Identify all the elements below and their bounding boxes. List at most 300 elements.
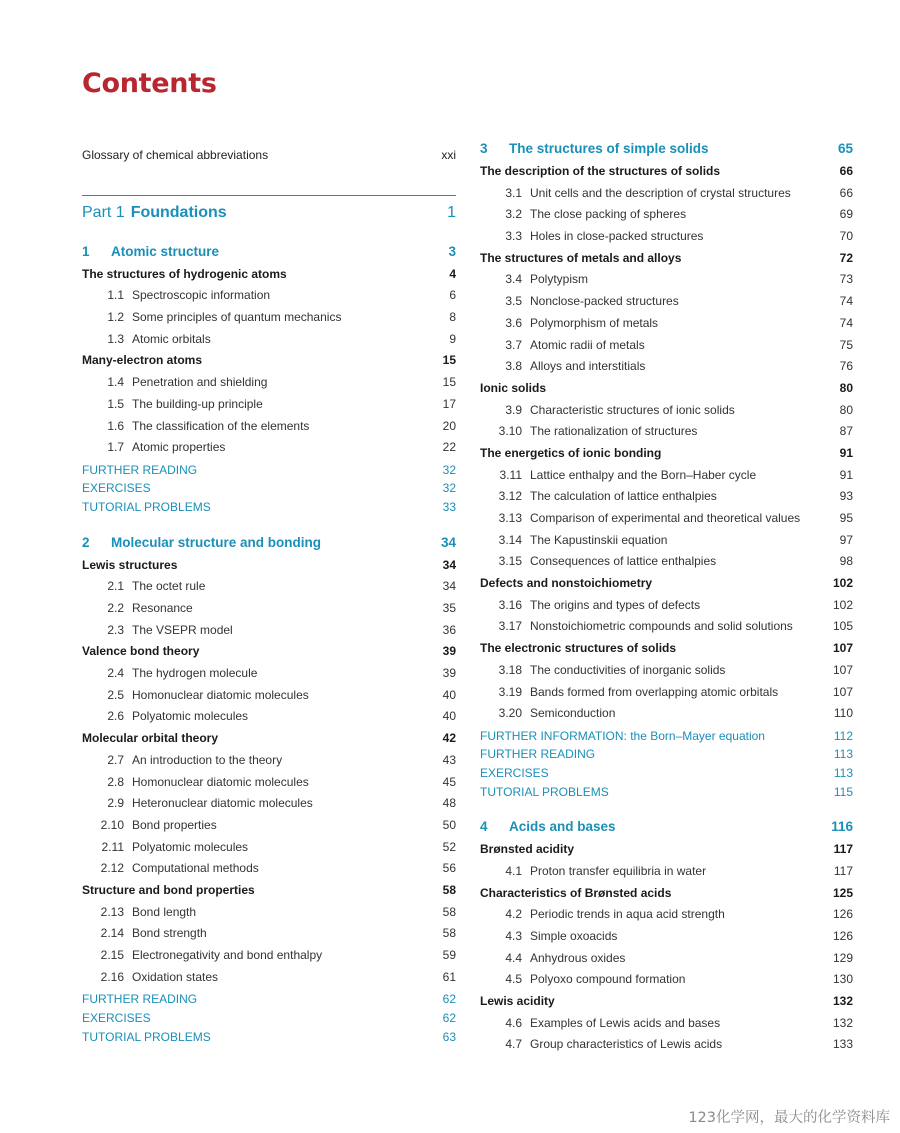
toc-entry[interactable]	[480, 926, 853, 948]
chapter-number: 4	[480, 819, 488, 835]
chapter-number: 3	[480, 141, 488, 156]
entry-title: Penetration and shielding	[132, 375, 268, 390]
part-page: 1	[447, 203, 456, 221]
back-matter-page: 32	[442, 462, 456, 477]
entry-number: 3.5	[505, 294, 522, 309]
back-matter-page: 62	[442, 1011, 456, 1025]
toc-entry[interactable]	[82, 329, 456, 351]
toc-entry[interactable]	[480, 291, 853, 313]
entry-title: The rationalization of structures	[530, 424, 698, 439]
back-matter-link[interactable]	[82, 1009, 456, 1028]
back-matter-label: EXERCISES	[82, 481, 151, 496]
back-matter-link[interactable]	[82, 1028, 456, 1047]
section-title: Molecular orbital theory	[82, 731, 219, 746]
toc-entry[interactable]	[82, 858, 456, 880]
chapter-title: Molecular structure and bonding	[111, 534, 322, 550]
back-matter-page: 112	[833, 728, 853, 743]
back-matter-link[interactable]	[82, 479, 456, 498]
toc-entry[interactable]	[82, 837, 456, 859]
section-title: Lewis acidity	[480, 994, 555, 1009]
entry-title: An introduction to the theory	[132, 752, 283, 767]
entry-number: 1.4	[107, 375, 124, 390]
section-heading[interactable]	[82, 555, 456, 577]
back-matter-link[interactable]	[480, 727, 853, 746]
toc-entry[interactable]	[480, 948, 853, 970]
entry-number: 3.19	[498, 684, 522, 699]
entry-title: Anhydrous oxides	[530, 950, 626, 965]
entry-title: Unit cells and the description of crystal structures	[530, 185, 791, 200]
entry-page: 61	[442, 969, 456, 984]
section-page: 91	[839, 445, 853, 460]
entry-number: 3.13	[498, 511, 522, 525]
entry-title: Atomic radii of metals	[530, 337, 645, 352]
entry-title: The calculation of lattice enthalpies	[530, 489, 717, 504]
entry-number: 3.6	[505, 315, 522, 330]
entry-title: Group characteristics of Lewis acids	[530, 1037, 723, 1052]
entry-title: Atomic orbitals	[132, 331, 211, 346]
toc-entry[interactable]	[480, 551, 853, 573]
toc-entry[interactable]	[82, 772, 456, 794]
entry-number: 2.11	[101, 839, 124, 854]
entry-number: 2.6	[107, 709, 124, 724]
section-page: 4	[449, 266, 456, 281]
toc-entry[interactable]	[82, 416, 456, 438]
back-matter-link[interactable]	[480, 783, 853, 802]
entry-number: 4.2	[505, 907, 522, 922]
entry-number: 2.12	[100, 861, 124, 876]
section-heading[interactable]	[480, 839, 853, 861]
entry-page: 6	[449, 288, 456, 303]
section-heading[interactable]	[480, 883, 853, 905]
chapter-title: Atomic structure	[111, 243, 220, 259]
entry-page: 40	[442, 709, 456, 724]
toc-entry[interactable]	[480, 682, 853, 704]
entry-page: 39	[442, 666, 456, 681]
entry-page: 129	[832, 950, 853, 965]
section-page: 132	[832, 994, 853, 1009]
chapter-heading[interactable]	[82, 531, 456, 555]
entry-page: 48	[442, 796, 456, 811]
chapter-page: 34	[440, 534, 456, 550]
page-title: Contents	[82, 68, 217, 99]
back-matter-link[interactable]	[480, 764, 853, 783]
entry-number: 3.18	[498, 662, 522, 677]
back-matter-label: TUTORIAL PROBLEMS	[480, 784, 609, 799]
entry-title: Consequences of lattice enthalpies	[530, 554, 717, 569]
entry-page: 58	[442, 926, 456, 941]
back-matter-label: EXERCISES	[480, 766, 549, 781]
section-heading[interactable]	[82, 264, 456, 286]
entry-page: 107	[832, 662, 853, 677]
entry-title: Proton transfer equilibria in water	[530, 863, 707, 878]
entry-page: 132	[832, 1015, 853, 1030]
toc-entry[interactable]	[480, 1034, 853, 1056]
section-title: Lewis structures	[82, 557, 178, 572]
section-title: Defects and nonstoichiometry	[480, 576, 653, 591]
section-heading[interactable]	[82, 350, 456, 372]
section-title: Valence bond theory	[82, 644, 200, 659]
entry-title: Polymorphism of metals	[530, 315, 659, 330]
entry-page: 70	[839, 229, 853, 244]
entry-title: The VSEPR model	[132, 622, 233, 637]
entry-title: The hydrogen molecule	[132, 666, 258, 681]
entry-page: 91	[839, 467, 853, 482]
back-matter-page: 32	[442, 481, 456, 496]
chapter-title: Acids and bases	[509, 819, 616, 835]
section-heading[interactable]	[480, 443, 853, 465]
back-matter-page: 33	[442, 500, 456, 515]
entry-number: 4.3	[505, 929, 522, 943]
toc-entry[interactable]	[480, 703, 853, 725]
entry-page: 66	[839, 185, 853, 200]
entry-number: 1.5	[107, 396, 124, 411]
toc-entry[interactable]	[82, 285, 456, 307]
entry-page: 75	[839, 337, 853, 352]
section-page: 15	[442, 353, 456, 368]
entry-number: 2.5	[107, 687, 124, 702]
entry-page: 126	[832, 907, 853, 922]
back-matter-label: EXERCISES	[82, 1011, 151, 1025]
entry-title: Alloys and interstitials	[530, 359, 646, 374]
section-title: Many-electron atoms	[82, 353, 203, 368]
entry-number: 4.1	[505, 863, 522, 878]
entry-title: Homonuclear diatomic molecules	[132, 774, 309, 789]
chapter-block	[480, 137, 853, 801]
toc-entry[interactable]	[82, 706, 456, 728]
toc-entry[interactable]	[480, 421, 853, 443]
entry-page: 98	[839, 554, 853, 569]
section-title: The description of the structures of solids	[480, 164, 721, 178]
section-title: Brønsted acidity	[480, 842, 575, 857]
section-heading[interactable]	[480, 161, 853, 183]
entry-page: 80	[839, 402, 853, 417]
toc-entry[interactable]	[480, 530, 853, 552]
entry-number: 3.7	[505, 337, 522, 352]
entry-title: The classification of the elements	[132, 418, 310, 433]
toc-entry[interactable]	[480, 356, 853, 378]
entry-number: 1.1	[107, 288, 124, 303]
section-page: 107	[832, 641, 853, 656]
entry-title: The origins and types of defects	[530, 597, 701, 612]
entry-title: Computational methods	[132, 861, 259, 876]
entry-page: 45	[442, 774, 456, 789]
contents-left-column	[82, 145, 456, 1046]
entry-number: 4.5	[505, 972, 522, 987]
entry-page: 93	[839, 489, 853, 504]
back-matter-page: 62	[442, 992, 456, 1007]
back-matter-link[interactable]	[82, 498, 456, 517]
entry-title: Holes in close-packed structures	[530, 229, 704, 244]
entry-title: Examples of Lewis acids and bases	[530, 1015, 721, 1030]
toc-entry[interactable]	[480, 904, 853, 926]
toc-entry[interactable]	[480, 313, 853, 335]
section-heading[interactable]	[480, 573, 853, 595]
toc-entry[interactable]	[480, 508, 853, 530]
toc-entry[interactable]	[480, 861, 853, 883]
part-heading[interactable]	[82, 195, 456, 228]
back-matter-label: TUTORIAL PROBLEMS	[82, 1029, 211, 1044]
section-title: Characteristics of Brønsted acids	[480, 885, 672, 900]
entry-page: 20	[442, 418, 456, 433]
toc-entry[interactable]	[480, 335, 853, 357]
entry-title: Spectroscopic information	[132, 288, 271, 303]
part-prefix: Part 1	[82, 203, 125, 221]
entry-page: 107	[832, 684, 853, 699]
entry-title: Electronegativity and bond enthalpy	[132, 948, 323, 963]
entry-number: 2.13	[100, 904, 124, 919]
entry-number: 3.20	[498, 706, 522, 721]
toc-entry[interactable]	[82, 815, 456, 837]
toc-entry[interactable]	[480, 204, 853, 226]
entry-title: Some principles of quantum mechanics	[132, 310, 342, 325]
toc-entry[interactable]	[480, 400, 853, 422]
entry-page: 133	[832, 1037, 853, 1052]
entry-number: 1.2	[107, 310, 124, 325]
entry-title: Bond length	[132, 904, 197, 919]
chapter-block	[480, 815, 853, 1056]
entry-title: The Kapustinskii equation	[530, 532, 668, 547]
entry-page: 74	[839, 315, 853, 330]
section-page: 117	[833, 842, 853, 857]
entry-title: Polytypism	[530, 272, 589, 287]
entry-title: Nonstoichiometric compounds and solid solutions	[530, 619, 793, 634]
section-page: 102	[832, 576, 853, 591]
entry-number: 3.8	[505, 359, 522, 374]
back-matter-link[interactable]	[82, 990, 456, 1009]
entry-number: 2.16	[100, 969, 124, 984]
section-title: The structures of hydrogenic atoms	[82, 266, 287, 281]
chapter-page: 3	[448, 243, 456, 259]
chapter-page: 116	[831, 819, 853, 835]
toc-entry[interactable]	[82, 437, 456, 459]
entry-number: 2.2	[107, 601, 124, 616]
entry-number: 2.9	[107, 796, 124, 811]
entry-page: 56	[442, 861, 456, 876]
watermark: 123化学网，最大的化学资料库	[688, 1110, 890, 1126]
entry-number: 4.7	[505, 1037, 522, 1052]
toc-entry[interactable]	[82, 598, 456, 620]
toc-entry[interactable]	[82, 902, 456, 924]
toc-entry[interactable]	[480, 486, 853, 508]
entry-title: Heteronuclear diatomic molecules	[132, 796, 313, 811]
glossary-entry[interactable]	[82, 145, 456, 167]
entry-page: 58	[442, 904, 456, 919]
toc-entry[interactable]	[82, 372, 456, 394]
back-matter-page: 115	[833, 784, 853, 799]
section-title: The energetics of ionic bonding	[480, 445, 662, 460]
entry-page: 9	[449, 331, 456, 346]
chapter-number: 1	[82, 243, 90, 259]
entry-number: 3.16	[498, 597, 522, 612]
toc-entry[interactable]	[480, 183, 853, 205]
entry-title: Polyoxo compound formation	[530, 972, 686, 987]
toc-entry[interactable]	[82, 750, 456, 772]
entry-page: 97	[839, 532, 853, 547]
entry-number: 3.2	[505, 207, 522, 222]
entry-title: Atomic properties	[132, 440, 226, 455]
entry-number: 3.10	[498, 424, 522, 439]
entry-number: 3.3	[505, 229, 522, 244]
toc-entry[interactable]	[480, 660, 853, 682]
back-matter-label: FURTHER INFORMATION: the Born–Mayer equation	[480, 728, 765, 743]
toc-entry[interactable]	[480, 1013, 853, 1035]
entry-title: Lattice enthalpy and the Born–Haber cycle	[530, 467, 757, 482]
toc-entry[interactable]	[82, 967, 456, 989]
back-matter-page: 113	[833, 766, 853, 781]
chapter-title: The structures of simple solids	[509, 141, 709, 156]
entry-page: 43	[442, 752, 456, 767]
toc-entry[interactable]	[480, 969, 853, 991]
section-page: 39	[442, 644, 456, 659]
back-matter-label: FURTHER READING	[82, 462, 198, 477]
entry-number: 2.10	[100, 817, 124, 832]
entry-page: 52	[442, 839, 456, 854]
entry-page: 8	[449, 310, 456, 325]
entry-number: 2.1	[107, 579, 124, 594]
entry-number: 4.6	[505, 1015, 522, 1030]
entry-number: 3.14	[498, 532, 522, 547]
toc-entry[interactable]	[480, 226, 853, 248]
toc-entry[interactable]	[480, 269, 853, 291]
entry-title: Bands formed from overlapping atomic orbitals	[530, 684, 779, 699]
entry-number: 1.6	[107, 418, 124, 433]
glossary-label: Glossary of chemical abbreviations	[82, 148, 269, 162]
section-heading[interactable]	[480, 378, 853, 400]
back-matter-link[interactable]	[82, 461, 456, 480]
entry-page: 117	[833, 863, 853, 878]
chapter-heading[interactable]	[82, 240, 456, 264]
section-heading[interactable]	[82, 880, 456, 902]
entry-title: Characteristic structures of ionic solids	[530, 402, 735, 417]
section-title: The structures of metals and alloys	[480, 250, 682, 265]
entry-title: Homonuclear diatomic molecules	[132, 687, 309, 702]
chapter-number: 2	[82, 534, 90, 550]
section-page: 66	[839, 164, 853, 178]
entry-number: 3.15	[498, 554, 522, 569]
entry-page: 36	[442, 622, 456, 637]
toc-entry[interactable]	[480, 616, 853, 638]
entry-number: 3.17	[498, 619, 522, 634]
entry-title: The close packing of spheres	[530, 207, 687, 222]
back-matter-link[interactable]	[480, 745, 853, 764]
entry-number: 3.9	[505, 402, 522, 417]
entry-title: Simple oxoacids	[530, 929, 618, 943]
entry-page: 95	[839, 511, 853, 525]
section-heading[interactable]	[480, 248, 853, 270]
part-title: Foundations	[130, 203, 227, 221]
toc-entry[interactable]	[82, 945, 456, 967]
toc-entry[interactable]	[82, 394, 456, 416]
section-page: 58	[442, 882, 456, 897]
glossary-page: xxi	[441, 148, 456, 162]
entry-page: 110	[833, 706, 853, 721]
entry-number: 3.11	[499, 467, 522, 482]
section-page: 34	[442, 557, 456, 572]
back-matter-label: TUTORIAL PROBLEMS	[82, 500, 211, 515]
entry-title: Polyatomic molecules	[132, 709, 249, 724]
entry-page: 74	[839, 294, 853, 309]
toc-entry[interactable]	[82, 663, 456, 685]
section-page: 80	[839, 380, 853, 395]
entry-number: 1.3	[107, 331, 124, 346]
entry-page: 50	[442, 817, 456, 832]
entry-page: 126	[832, 929, 853, 943]
entry-page: 87	[839, 424, 853, 439]
toc-entry[interactable]	[82, 307, 456, 329]
toc-entry[interactable]	[82, 576, 456, 598]
chapter-block	[82, 240, 456, 517]
section-heading[interactable]	[82, 641, 456, 663]
contents-right-column	[480, 141, 853, 1056]
entry-title: Polyatomic molecules	[132, 839, 249, 854]
entry-page: 40	[442, 687, 456, 702]
entry-page: 15	[442, 375, 456, 390]
toc-entry[interactable]	[480, 595, 853, 617]
toc-entry[interactable]	[82, 793, 456, 815]
entry-number: 2.3	[107, 622, 124, 637]
back-matter-page: 113	[833, 747, 853, 762]
section-heading[interactable]	[82, 728, 456, 750]
entry-title: Bond strength	[132, 926, 207, 941]
section-heading[interactable]	[480, 991, 853, 1013]
entry-page: 69	[839, 207, 853, 222]
entry-title: Bond properties	[132, 817, 217, 832]
entry-page: 105	[832, 619, 853, 634]
entry-page: 22	[442, 440, 456, 455]
section-title: The electronic structures of solids	[480, 641, 677, 656]
entry-title: Nonclose-packed structures	[530, 294, 679, 309]
back-matter-page: 63	[442, 1029, 456, 1044]
section-page: 125	[832, 885, 853, 900]
back-matter-label: FURTHER READING	[82, 992, 198, 1007]
entry-number: 3.1	[505, 185, 522, 200]
entry-title: Periodic trends in aqua acid strength	[530, 907, 725, 922]
entry-number: 3.12	[498, 489, 522, 504]
entry-title: Semiconduction	[530, 706, 616, 721]
entry-page: 59	[442, 948, 456, 963]
entry-title: The octet rule	[132, 579, 206, 594]
entry-title: Comparison of experimental and theoretical values	[530, 511, 801, 525]
entry-page: 17	[442, 396, 456, 411]
entry-number: 2.7	[107, 752, 124, 767]
section-page: 72	[839, 250, 853, 265]
section-page: 42	[442, 731, 456, 746]
section-title: Structure and bond properties	[82, 882, 255, 897]
entry-number: 1.7	[107, 440, 124, 455]
section-heading[interactable]	[480, 638, 853, 660]
chapter-heading[interactable]	[480, 815, 853, 839]
entry-page: 34	[442, 579, 456, 594]
chapter-page: 65	[837, 141, 853, 156]
toc-entry[interactable]	[82, 620, 456, 642]
entry-page: 35	[442, 601, 456, 616]
entry-number: 3.4	[505, 272, 522, 287]
entry-page: 73	[839, 272, 853, 287]
entry-number: 2.15	[100, 948, 124, 963]
toc-entry[interactable]	[82, 685, 456, 707]
entry-title: The building-up principle	[132, 396, 263, 411]
entry-page: 102	[832, 597, 853, 612]
entry-number: 2.8	[107, 774, 124, 789]
chapter-heading[interactable]	[480, 137, 853, 161]
chapter-block	[82, 531, 456, 1047]
entry-number: 4.4	[505, 950, 522, 965]
entry-number: 2.14	[100, 926, 124, 941]
back-matter-label: FURTHER READING	[480, 747, 596, 762]
toc-entry[interactable]	[480, 465, 853, 487]
entry-number: 2.4	[107, 666, 124, 681]
toc-entry[interactable]	[82, 923, 456, 945]
